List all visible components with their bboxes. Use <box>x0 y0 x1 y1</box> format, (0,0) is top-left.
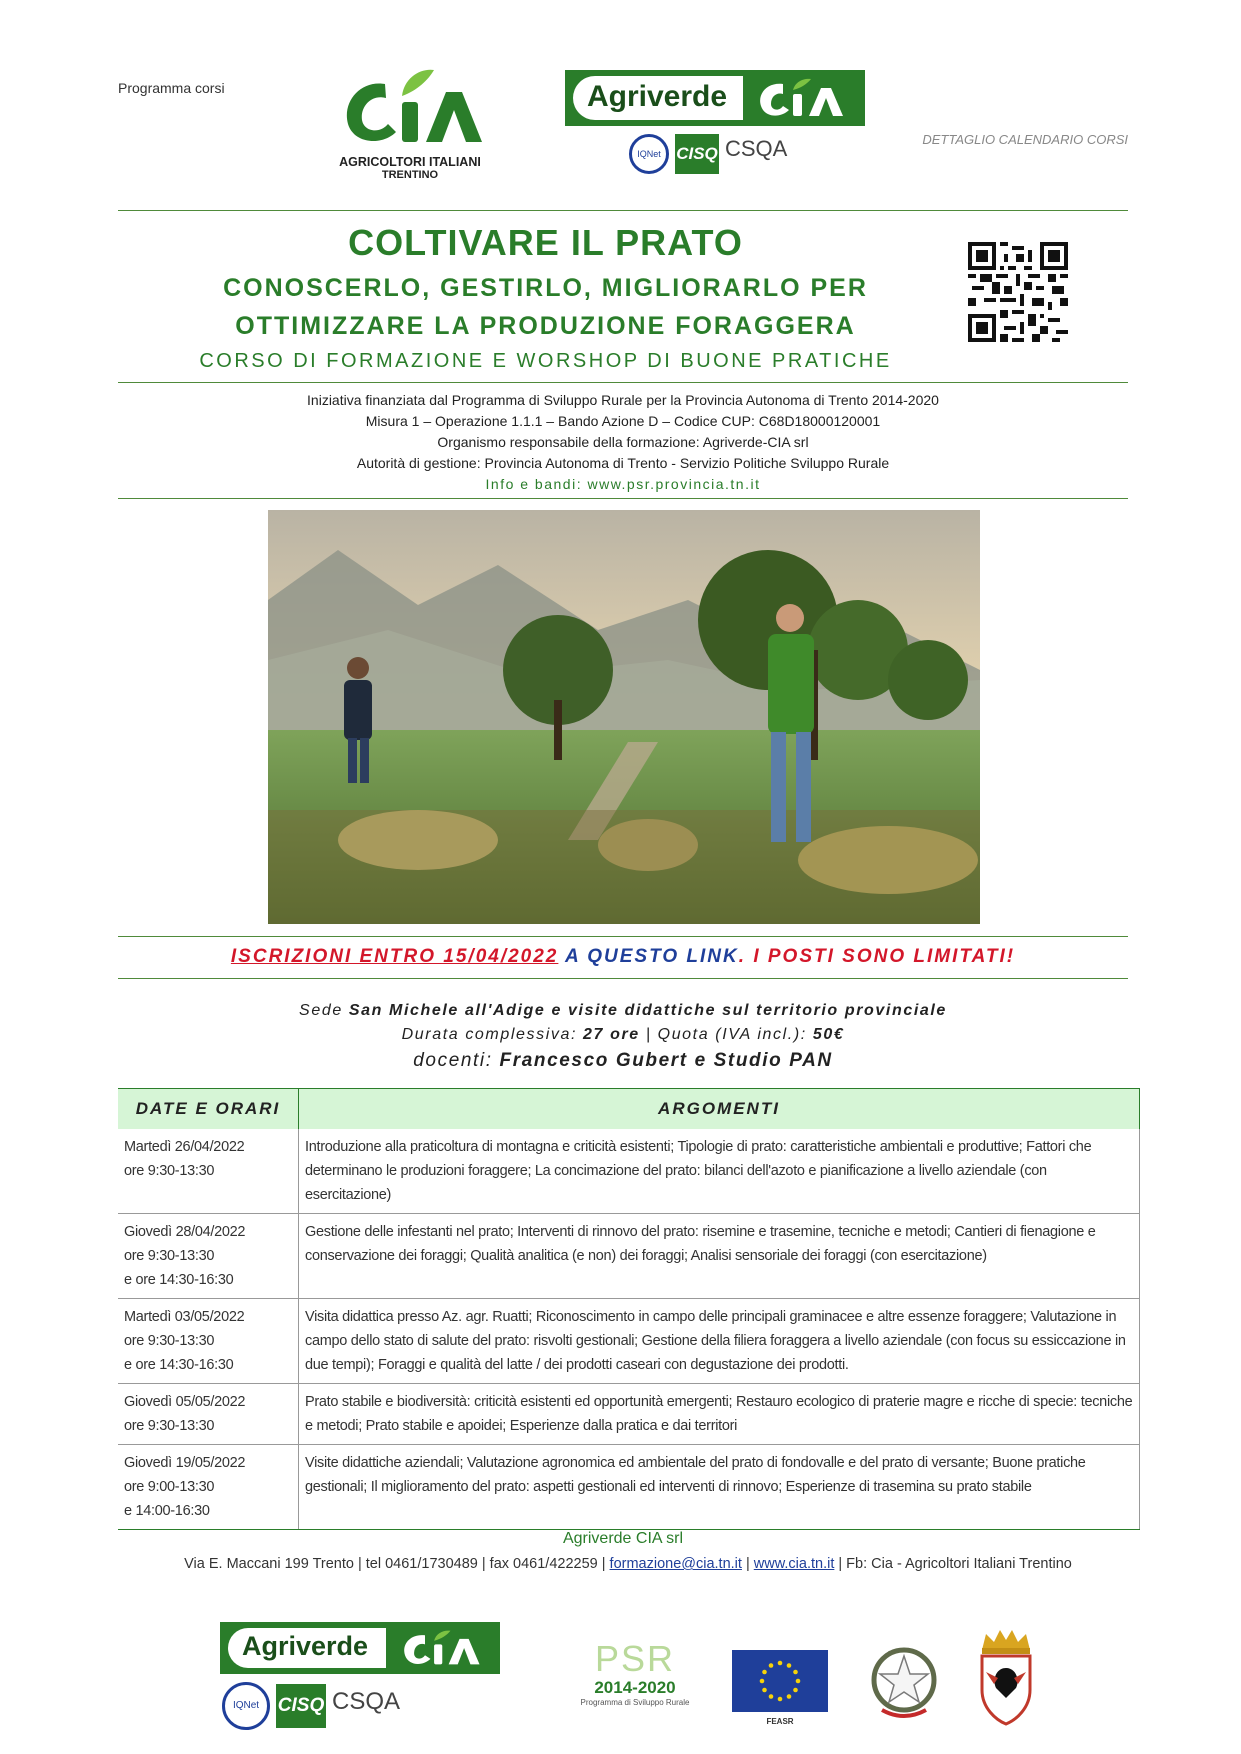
doc-label: Programma corsi <box>118 80 225 96</box>
footer-facebook: | Fb: Cia - Agricoltori Italiani Trentino <box>834 1556 1072 1572</box>
row-date: Giovedì 05/05/2022 <box>124 1394 246 1410</box>
doc-section-label: DETTAGLIO CALENDARIO CORSI <box>922 132 1128 147</box>
trentino-coat-of-arms <box>976 1628 1036 1728</box>
agriverde-logo-text: Agriverde <box>587 80 728 113</box>
csqa-bottom-text: CSQA <box>332 1688 401 1715</box>
row-time1: ore 9:00-13:30 <box>124 1479 215 1495</box>
row-time1: ore 9:30-13:30 <box>124 1333 215 1349</box>
psr-logo <box>575 1640 695 1730</box>
footer-separator: | <box>741 1556 754 1572</box>
iqnet-badge-bottom <box>222 1682 270 1730</box>
schedule-table <box>118 1088 1140 1530</box>
cia-logo-sub2: TRENTINO <box>381 169 439 181</box>
footer-address-text: Via E. Maccani 199 Trento | tel 0461/1730489 | fax 0461/422259 | <box>184 1556 610 1572</box>
cia-logo-mark <box>330 62 490 150</box>
row-date: Giovedì 19/05/2022 <box>124 1455 246 1471</box>
registration-link[interactable]: A QUESTO LINK <box>558 946 739 967</box>
funding-info-link[interactable]: Info e bandi: www.psr.provincia.tn.it <box>485 476 761 492</box>
row-time2: e 14:00-16:30 <box>124 1503 210 1519</box>
row-topics: Prato stabile e biodiversità: criticità esistenti ed opportunità emergenti; Restauro ecologico di praterie magre e ricche di specie: tecniche e metodi; Prato stabile e apoidei; Esperienze dalla pratica e dai territori <box>299 1384 1140 1445</box>
iqnet-text: IQNet <box>637 149 661 159</box>
meadow-illustration <box>268 510 980 924</box>
row-dates <box>118 1299 299 1384</box>
feasr-label: FEASR <box>766 1717 794 1726</box>
divider-after-registration <box>118 978 1128 979</box>
funding-line2: Misura 1 – Operazione 1.1.1 – Bando Azione D – Codice CUP: C68D18000120001 <box>365 413 881 429</box>
schedule-col-dates: DATE E ORARI <box>118 1089 299 1130</box>
iqnet-bottom-text: IQNet <box>232 1700 260 1711</box>
cisq-text: CISQ <box>676 144 718 163</box>
row-time1: ore 9:30-13:30 <box>124 1248 215 1264</box>
csqa-text: CSQA <box>725 136 788 161</box>
row-time2: e ore 14:30-16:30 <box>124 1357 234 1373</box>
row-dates <box>118 1129 299 1214</box>
cisq-badge-bottom <box>276 1684 326 1728</box>
schedule-header-row <box>118 1089 1140 1130</box>
duration-value: 27 ore <box>583 1026 640 1043</box>
funding-info <box>118 390 1128 495</box>
divider-after-title <box>118 382 1128 383</box>
location-value: San Michele all'Adige e visite didattiche sul territorio provinciale <box>348 1002 947 1019</box>
eu-flag-logo <box>732 1650 828 1730</box>
table-row <box>118 1129 1140 1214</box>
teachers-value: Francesco Gubert e Studio PAN <box>499 1050 833 1071</box>
psr-logo-years: 2014-2020 <box>594 1678 676 1697</box>
course-subtitle-line1: CONOSCERLO, GESTIRLO, MIGLIORARLO PER <box>223 274 868 302</box>
cia-logo <box>330 62 490 182</box>
row-time1: ore 9:30-13:30 <box>124 1163 215 1179</box>
table-row <box>118 1214 1140 1299</box>
funding-line3: Organismo responsabile della formazione: Agriverde-CIA srl <box>437 434 809 450</box>
course-location <box>118 1002 1128 1020</box>
agriverde-bottom-banner <box>220 1622 500 1674</box>
course-teachers <box>118 1050 1128 1072</box>
agriverde-logo-bottom <box>220 1622 500 1732</box>
fee-value: 50€ <box>812 1026 845 1043</box>
eu-flag-icon <box>732 1650 828 1712</box>
registration-limited: . I POSTI SONO LIMITATI! <box>738 946 1016 967</box>
row-time2: e ore 14:30-16:30 <box>124 1272 234 1288</box>
registration-deadline: ISCRIZIONI ENTRO 15/04/2022 <box>230 946 559 967</box>
psr-logo-sub: Programma di Sviluppo Rurale <box>580 1698 690 1707</box>
cisq-bottom-text: CISQ <box>277 1695 325 1716</box>
italian-republic-emblem <box>868 1644 940 1724</box>
course-subtitle-line2: OTTIMIZZARE LA PRODUZIONE FORAGGERA <box>235 312 856 340</box>
row-date: Martedì 03/05/2022 <box>124 1309 245 1325</box>
schedule-col-topics: ARGOMENTI <box>299 1089 1140 1130</box>
course-duration <box>118 1026 1128 1044</box>
table-row <box>118 1299 1140 1384</box>
agriverde-logo <box>565 70 865 180</box>
row-time1: ore 9:30-13:30 <box>124 1418 215 1434</box>
divider-after-funding <box>118 498 1128 499</box>
agriverde-bottom-cia-mark <box>396 1628 494 1668</box>
location-label: Sede <box>299 1002 349 1019</box>
table-row <box>118 1445 1140 1530</box>
csqa-badge-bottom <box>332 1688 400 1716</box>
row-dates <box>118 1384 299 1445</box>
row-dates <box>118 1214 299 1299</box>
teachers-label: docenti: <box>413 1050 500 1071</box>
row-topics: Visite didattiche aziendali; Valutazione agronomica ed ambientale del prato di fondovalle e del prato di versante; Buone pratiche gestionali; Il miglioramento del prato: aspetti gestionali ed interventi di rinnovo; Esperienze di trasemina su prato stabile <box>299 1445 1140 1530</box>
divider-top <box>118 210 1128 211</box>
agriverde-logo-banner <box>565 70 865 126</box>
duration-label: Durata complessiva: <box>401 1026 584 1043</box>
cia-logo-sub1: AGRICOLTORI ITALIANI <box>339 155 481 169</box>
iqnet-badge <box>629 134 669 174</box>
footer-address <box>118 1556 1138 1572</box>
footer-email-link[interactable]: formazione@cia.tn.it <box>609 1556 742 1572</box>
agriverde-bottom-text: Agriverde <box>242 1631 369 1661</box>
agriverde-cia-mark <box>753 76 857 120</box>
row-topics: Visita didattica presso Az. agr. Ruatti; Riconoscimento in campo delle principali graminacee e altre essenze foraggere; Valutazione in campo dello stato di salute del prato: risvolti gestionali; Gestione della filiera foraggera a livello aziendale (con focus su essiccazione in due tempi); Foraggi e qualità del latte / dei prodotti caseari con degustazione dei prodotti. <box>299 1299 1140 1384</box>
registration-banner <box>118 946 1128 968</box>
row-date: Giovedì 28/04/2022 <box>124 1224 246 1240</box>
course-photo <box>268 510 980 924</box>
psr-logo-top: PSR <box>594 1638 676 1679</box>
footer-website-link[interactable]: www.cia.tn.it <box>753 1556 835 1572</box>
row-dates <box>118 1445 299 1530</box>
star-emblem-icon <box>868 1644 940 1724</box>
csqa-badge <box>725 136 787 162</box>
row-date: Martedì 26/04/2022 <box>124 1139 245 1155</box>
divider-before-registration <box>118 936 1128 937</box>
course-tagline: CORSO DI FORMAZIONE E WORSHOP DI BUONE PRATICHE <box>199 350 892 372</box>
funding-line1: Iniziativa finanziata dal Programma di Sviluppo Rurale per la Provincia Autonoma di Trento 2014-2020 <box>307 392 939 408</box>
table-row <box>118 1384 1140 1445</box>
row-topics: Gestione delle infestanti nel prato; Interventi di rinnovo del prato: risemine e trasemine, tecniche e metodi; Cantieri di fienagione e conservazione dei foraggi; Qualità analitica (e non) dei foraggi; Analisi sensoriale dei foraggi (con esercitazione) <box>299 1214 1140 1299</box>
row-topics: Introduzione alla praticoltura di montagna e criticità esistenti; Tipologie di prato: caratteristiche ambientali e produttive; Fattori che determinano le produzioni foraggere; La concimazione del prato: bilanci dell'azoto e pianificazione a livello aziendale (con esercitazione) <box>299 1129 1140 1214</box>
funding-line4: Autorità di gestione: Provincia Autonoma di Trento - Servizio Politiche Sviluppo Rurale <box>356 455 890 471</box>
footer-company: Agriverde CIA srl <box>562 1530 684 1547</box>
fee-label: | Quota (IVA incl.): <box>639 1026 813 1043</box>
cisq-badge <box>675 134 719 174</box>
course-title: COLTIVARE IL PRATO <box>348 222 743 263</box>
qr-code[interactable] <box>968 242 1068 342</box>
coat-of-arms-icon <box>976 1628 1036 1728</box>
